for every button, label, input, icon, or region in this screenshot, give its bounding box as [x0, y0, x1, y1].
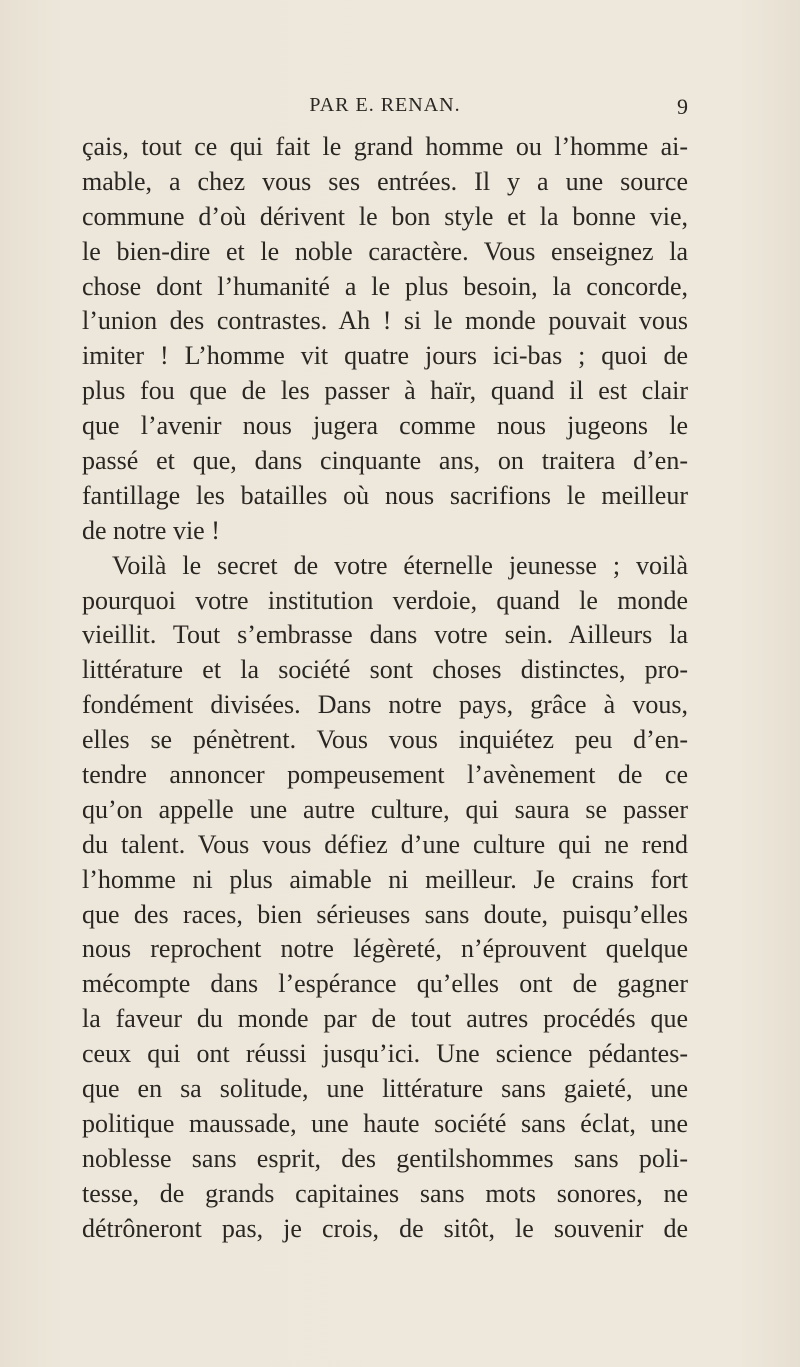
text-line: que en sa solitude, une littérature sans gaieté, une	[82, 1074, 688, 1104]
text-line: littérature et la société sont choses distinctes, pro-	[82, 655, 688, 685]
text-line: chose dont l’humanité a le plus besoin, la concorde,	[82, 271, 688, 301]
running-head	[82, 94, 688, 124]
running-head-title: PAR E. RENAN.	[309, 94, 461, 116]
text-line: imiter ! L’homme vit quatre jours ici-bas ; quoi de	[82, 341, 688, 371]
text-line: commune d’où dérivent le bon style et la bonne vie,	[82, 201, 688, 231]
text-line: que l’avenir nous jugera comme nous jugeons le	[82, 411, 688, 441]
text-line: çais, tout ce qui fait le grand homme ou l’homme ai-	[82, 132, 688, 161]
text-line: plus fou que de les passer à haïr, quand il est clair	[82, 376, 688, 406]
text-line: vieillit. Tout s’embrasse dans votre sein. Ailleurs la	[82, 620, 688, 650]
text-line: elles se pénètrent. Vous vous inquiétez peu d’en-	[82, 725, 688, 755]
text-line: politique maussade, une haute société sans éclat, une	[82, 1108, 688, 1138]
text-line: détrôneront pas, je crois, de sitôt, le souvenir de	[82, 1213, 688, 1243]
text-line: tesse, de grands capitaines sans mots sonores, ne	[82, 1178, 688, 1208]
text-line: du talent. Vous vous défiez d’une culture qui ne rend	[82, 829, 688, 859]
body-text	[82, 130, 688, 1247]
text-line: tendre annoncer pompeusement l’avènement de ce	[82, 760, 688, 790]
text-line: noblesse sans esprit, des gentilshommes sans poli-	[82, 1143, 688, 1173]
text-line: fantillage les batailles où nous sacrifions le meilleur	[82, 480, 688, 510]
text-line: mécompte dans l’espérance qu’elles ont de gagner	[82, 969, 688, 999]
text-line: fondément divisées. Dans notre pays, grâce à vous,	[82, 690, 688, 720]
text-line: que des races, bien sérieuses sans doute, puisqu’elles	[82, 899, 688, 929]
text-line: de notre vie !	[82, 515, 220, 545]
text-line: pourquoi votre institution verdoie, quand le monde	[82, 585, 688, 615]
text-line: mable, a chez vous ses entrées. Il y a une source	[82, 166, 688, 196]
text-line: passé et que, dans cinquante ans, on traitera d’en-	[82, 446, 688, 476]
text-line: nous reprochent notre légèreté, n’éprouvent quelque	[82, 934, 688, 964]
text-line: la faveur du monde par de tout autres procédés que	[82, 1004, 688, 1034]
text-line: qu’on appelle une autre culture, qui saura se passer	[82, 794, 688, 824]
text-line: Voilà le secret de votre éternelle jeunesse ; voilà	[112, 550, 688, 580]
text-line: l’union des contrastes. Ah ! si le monde pouvait vous	[82, 306, 688, 336]
text-line: le bien-dire et le noble caractère. Vous enseignez la	[82, 236, 688, 266]
text-line: l’homme ni plus aimable ni meilleur. Je crains fort	[82, 864, 688, 894]
text-line: ceux qui ont réussi jusqu’ici. Une science pédantes-	[82, 1039, 688, 1069]
page-number: 9	[677, 94, 688, 119]
